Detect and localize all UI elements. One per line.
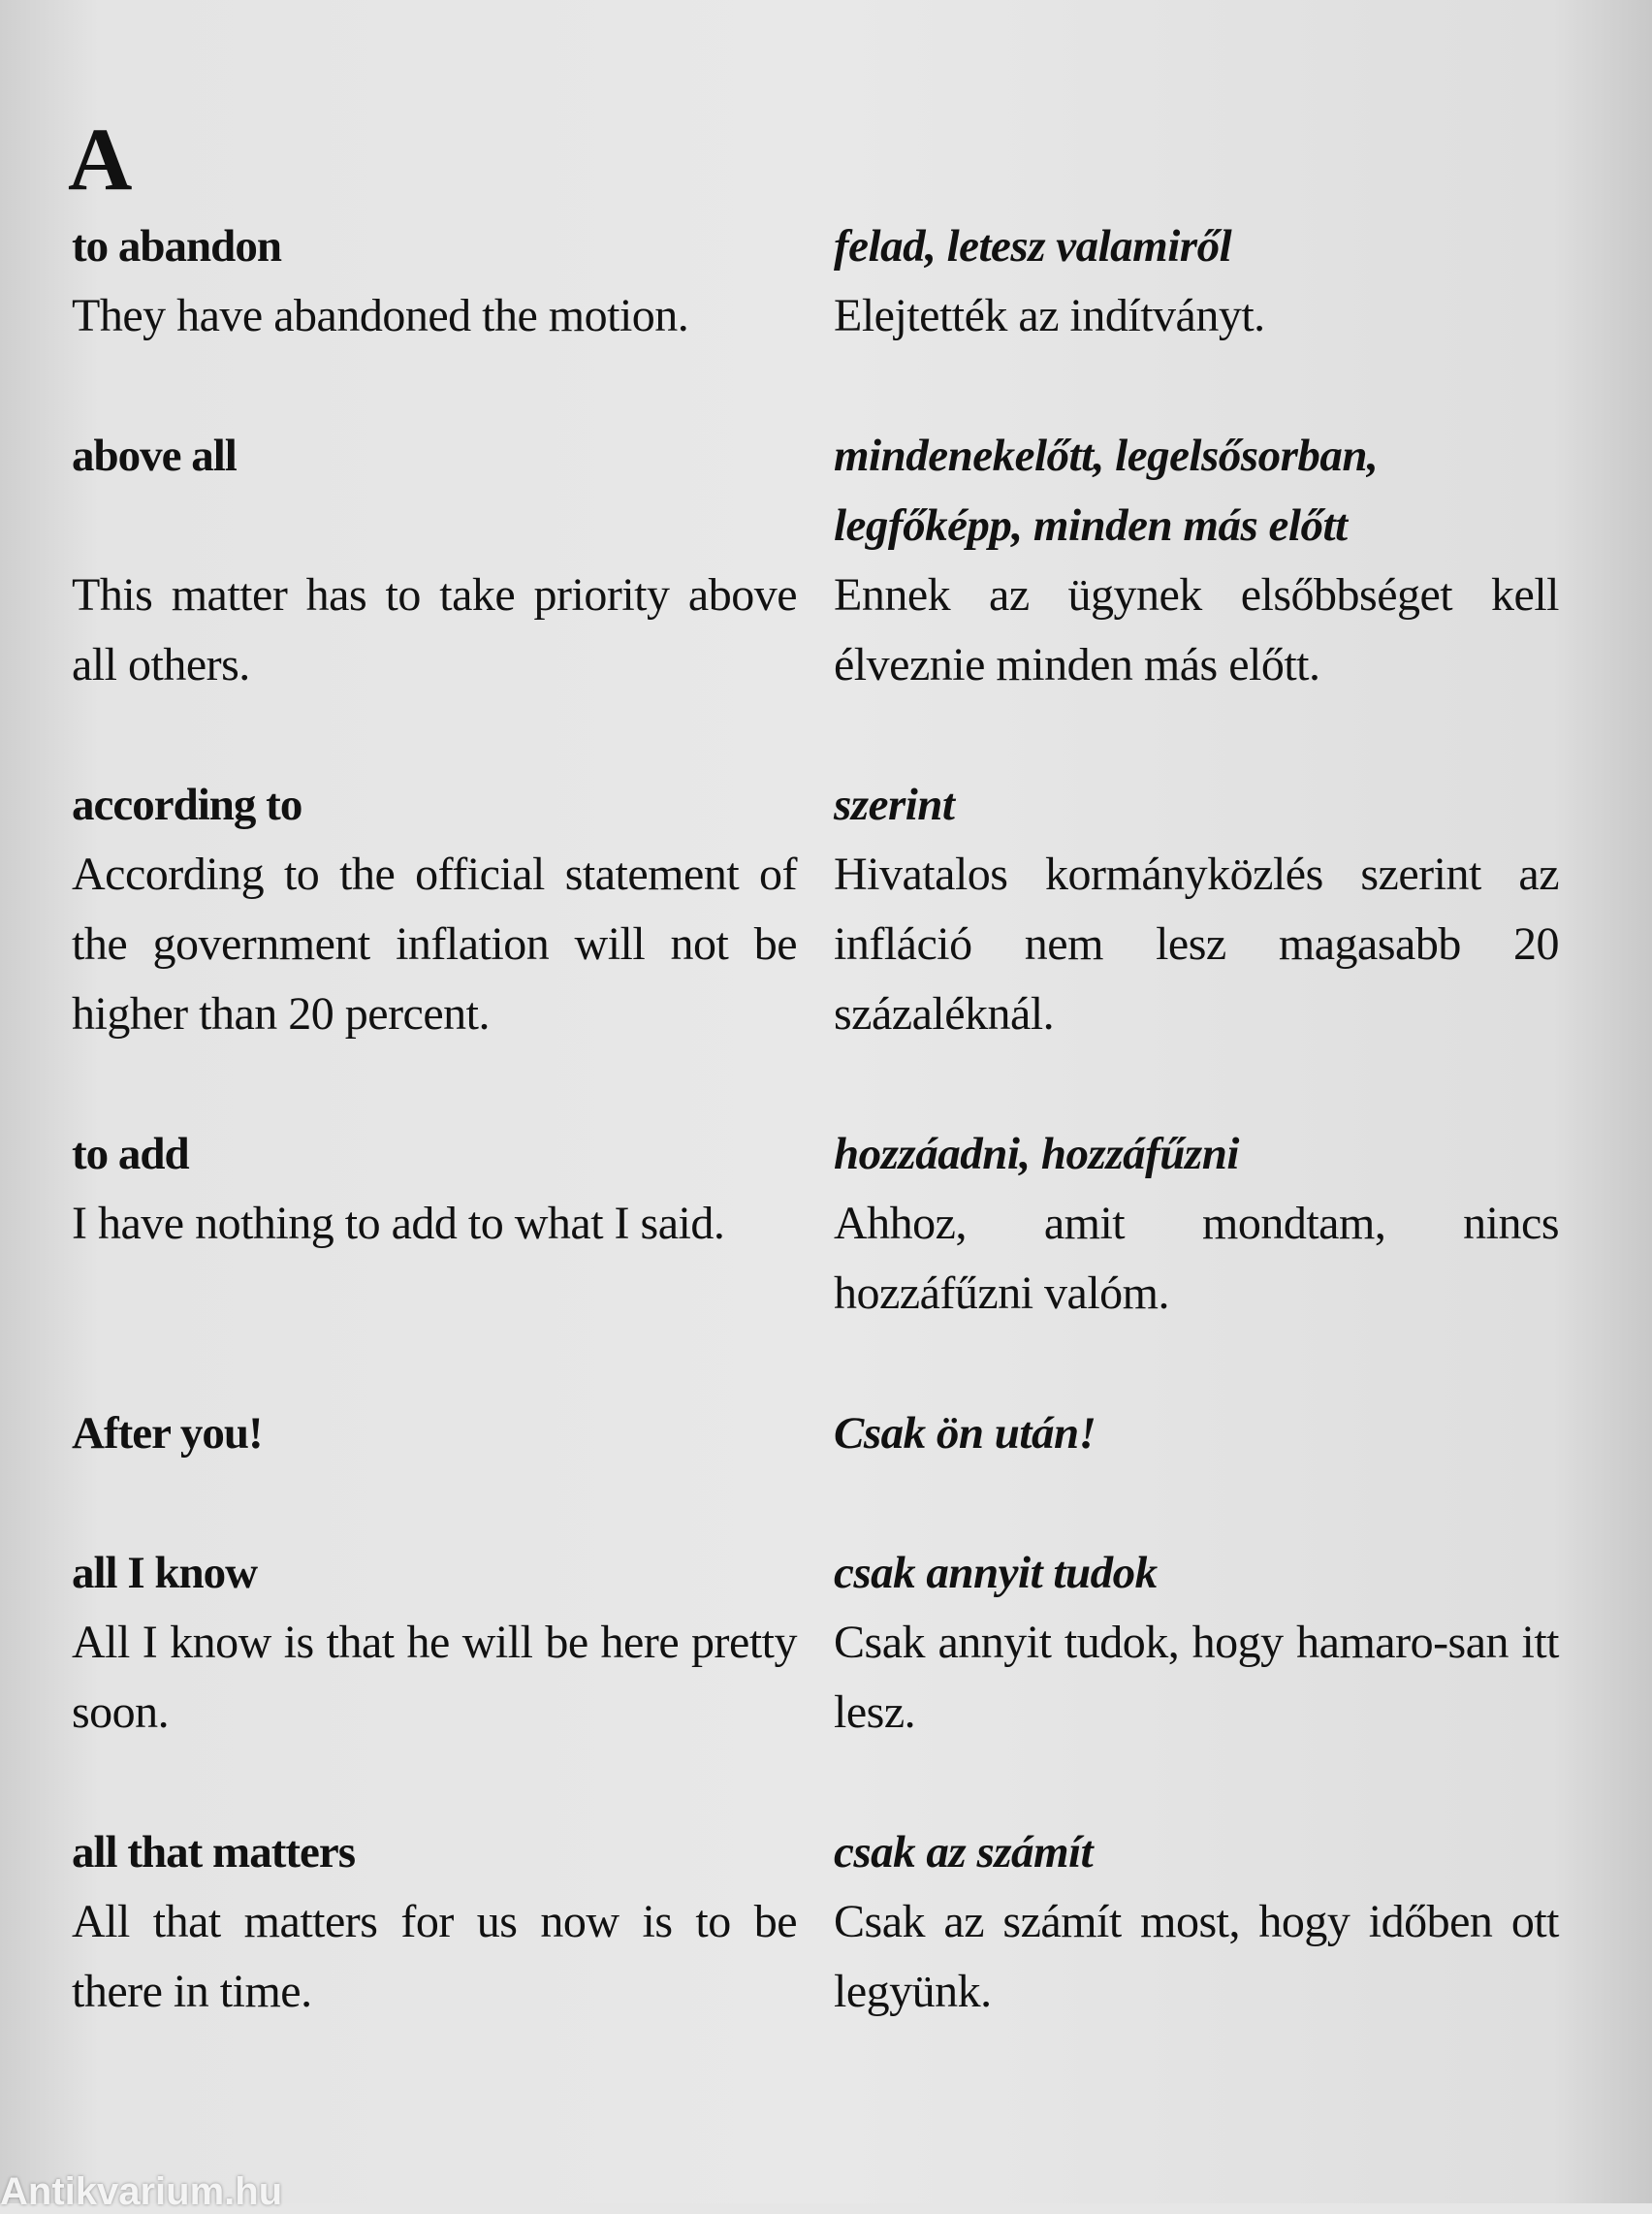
entry-hungarian-column	[834, 1817, 1559, 2027]
hungarian-example: Csak az számít most, hogy időben ott legyünk.	[834, 1896, 1559, 2017]
entry-english-column	[72, 1538, 797, 1748]
spacer	[72, 491, 797, 561]
hungarian-translation: csak annyit tudok	[834, 1548, 1158, 1598]
hungarian-translation: hozzáadni, hozzáfűzni	[834, 1129, 1239, 1179]
entry-hungarian-column	[834, 211, 1559, 351]
hungarian-example: Ahhoz, amit mondtam, nincs hozzáfűzni valóm.	[834, 1198, 1559, 1319]
entry-hungarian-column	[834, 1398, 1559, 1468]
entry-english-column	[72, 1817, 797, 2027]
hungarian-translation: mindenekelőtt, legelsősorban, legfőképp, minden más előtt	[834, 431, 1379, 551]
entry-english-column	[72, 1398, 797, 1468]
entry-english-column	[72, 770, 797, 1049]
english-headword: to add	[72, 1129, 189, 1179]
english-headword: all I know	[72, 1548, 258, 1598]
entry-hungarian-column	[834, 1119, 1559, 1329]
english-headword: to abandon	[72, 221, 281, 272]
english-example: All I know is that he will be here pretty soon.	[72, 1617, 797, 1738]
hungarian-translation: Csak ön után!	[834, 1408, 1096, 1459]
hungarian-translation: szerint	[834, 780, 955, 830]
hungarian-example: Hivatalos kormányközlés szerint az infláció nem lesz magasabb 20 százaléknál.	[834, 849, 1559, 1040]
entry-hungarian-column	[834, 770, 1559, 1049]
hungarian-translation: csak az számít	[834, 1827, 1094, 1877]
entry-hungarian-column	[834, 421, 1559, 700]
hungarian-example: Ennek az ügynek elsőbbséget kell élveznie minden más előtt.	[834, 569, 1559, 690]
hungarian-translation: felad, letesz valamiről	[834, 221, 1232, 272]
english-example: All that matters for us now is to be there in time.	[72, 1896, 797, 2017]
english-headword: according to	[72, 780, 302, 830]
entry-english-column	[72, 211, 797, 351]
english-example: According to the official statement of the government inflation will not be higher than 20 percent.	[72, 849, 797, 1040]
hungarian-example: Csak annyit tudok, hogy hamaro-san itt lesz.	[834, 1617, 1559, 1738]
hungarian-example: Elejtették az indítványt.	[834, 290, 1265, 341]
english-headword: above all	[72, 431, 237, 481]
section-letter: A	[68, 110, 131, 209]
english-headword: After you!	[72, 1408, 263, 1459]
english-example: This matter has to take priority above all others.	[72, 569, 797, 690]
entry-english-column	[72, 421, 797, 700]
entry-english-column	[72, 1119, 797, 1259]
watermark: Antikvarium.hu	[0, 2170, 283, 2213]
english-example: I have nothing to add to what I said.	[72, 1198, 725, 1249]
english-headword: all that matters	[72, 1827, 356, 1877]
entry-hungarian-column	[834, 1538, 1559, 1748]
english-example: They have abandoned the motion.	[72, 290, 689, 341]
